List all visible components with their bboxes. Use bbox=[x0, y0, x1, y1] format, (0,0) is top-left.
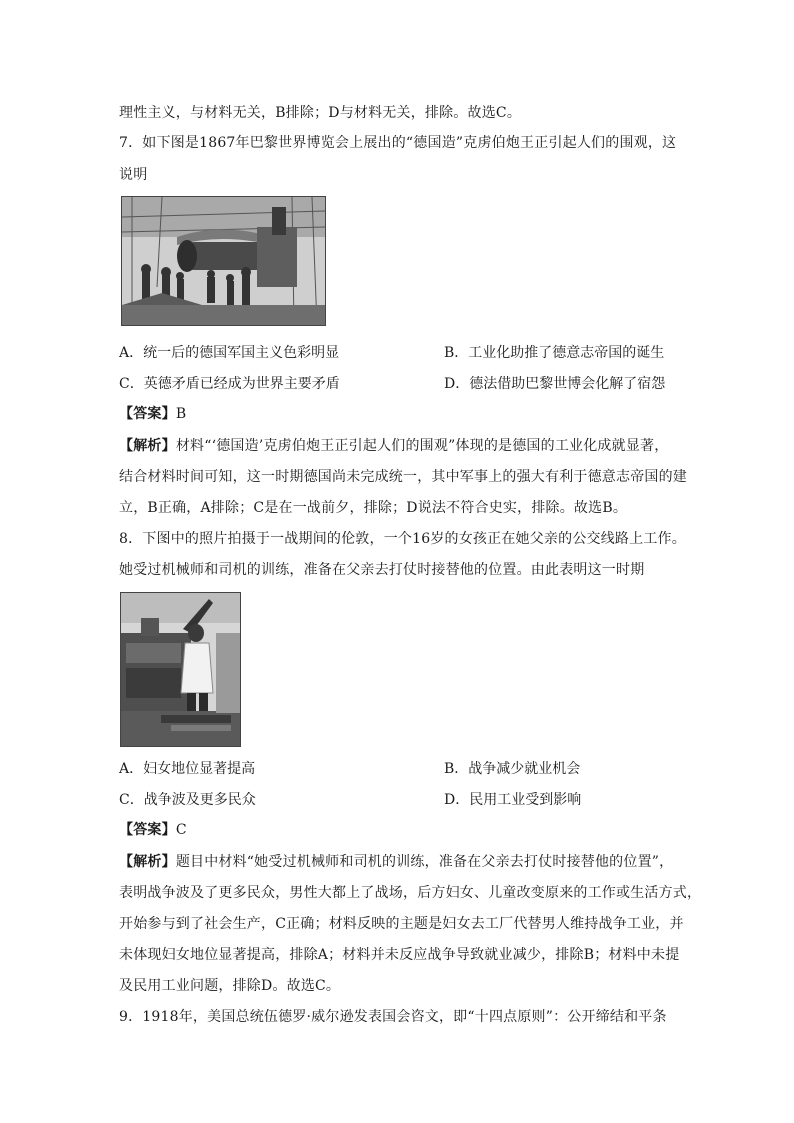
q7-option-b: B．工业化助推了德意志帝国的诞生 bbox=[444, 345, 665, 361]
q7-option-c: C．英德矛盾已经成为世界主要矛盾 bbox=[119, 376, 340, 392]
q8-answer bbox=[119, 820, 679, 840]
q8-option-a: A．妇女地位显著提高 bbox=[119, 761, 256, 777]
q8-option-d: D．民用工业受到影响 bbox=[444, 792, 582, 808]
q7-stem-line1: 7．如下图是1867年巴黎世界博览会上展出的“德国造”克虏伯炮王正引起人们的围观，这 bbox=[119, 135, 677, 151]
q7-analysis-line1: 【解析】材料“‘德国造’克虏伯炮王正引起人们的围观”体现的是德国的工业化成就显著， bbox=[119, 438, 669, 454]
q8-stem-line2: 她受过机械师和司机的训练，准备在父亲去打仗时接替他的位置。由此表明这一时期 bbox=[119, 562, 645, 578]
q7-option-a: A．统一后的德国军国主义色彩明显 bbox=[119, 345, 340, 361]
q8-analysis-line3: 开始参与到了社会生产，C正确；材料反映的主题是妇女去工厂代替男人维持战争工业，并 bbox=[119, 916, 684, 932]
q7-analysis-line2: 结合材料时间可知，这一时期德国尚未完成统一，其中军事上的强大有利于德意志帝国的建 bbox=[119, 469, 687, 485]
q8-analysis-line1: 【解析】题目中材料“她受过机械师和司机的训练，准备在父亲去打仗时接替他的位置”， bbox=[119, 854, 674, 870]
q7-answer-label: 【答案】 bbox=[119, 406, 176, 422]
q8-analysis-line2: 表明战争波及了更多民众，男性大都上了战场，后方妇女、儿童改变原来的工作或生活方式， bbox=[119, 885, 702, 901]
q8-answer-label: 【答案】 bbox=[119, 822, 176, 838]
q9-stem-line1: 9．1918年，美国总统伍德罗·威尔逊发表国会咨文，即“十四点原则”：公开缔结和平条 bbox=[119, 1009, 667, 1025]
q8-analysis-line4: 未体现妇女地位显著提高，排除A；材料并未反应战争导致就业减少，排除B；材料中未提 bbox=[119, 947, 680, 963]
london-bus-girl-photo bbox=[120, 592, 241, 747]
q7-answer bbox=[119, 404, 679, 424]
q8-analysis-label: 【解析】 bbox=[119, 854, 176, 870]
q7-option-d: D．德法借助巴黎世博会化解了宿怨 bbox=[444, 376, 666, 392]
krupp-cannon-engraving bbox=[121, 196, 326, 326]
q8-stem-line1: 8．下图中的照片拍摄于一战期间的伦敦，一个16岁的女孩正在她父亲的公交线路上工作。 bbox=[119, 531, 686, 547]
q8-answer-value: C bbox=[175, 822, 187, 838]
q7-analysis-label: 【解析】 bbox=[119, 438, 176, 454]
q7-stem-line2: 说明 bbox=[119, 167, 148, 183]
intro-line: 理性主义，与材料无关，B排除；D与材料无关，排除。故选C。 bbox=[119, 105, 522, 121]
q8-option-c: C．战争波及更多民众 bbox=[119, 792, 256, 808]
q7-analysis-line3: 立，B正确，A排除；C是在一战前夕，排除；D说法不符合史实，排除。故选B。 bbox=[119, 500, 628, 516]
q8-option-b: B．战争减少就业机会 bbox=[444, 761, 581, 777]
q7-answer-value: B bbox=[175, 406, 187, 422]
q8-analysis-line5: 及民用工业问题，排除D。故选C。 bbox=[119, 978, 341, 994]
